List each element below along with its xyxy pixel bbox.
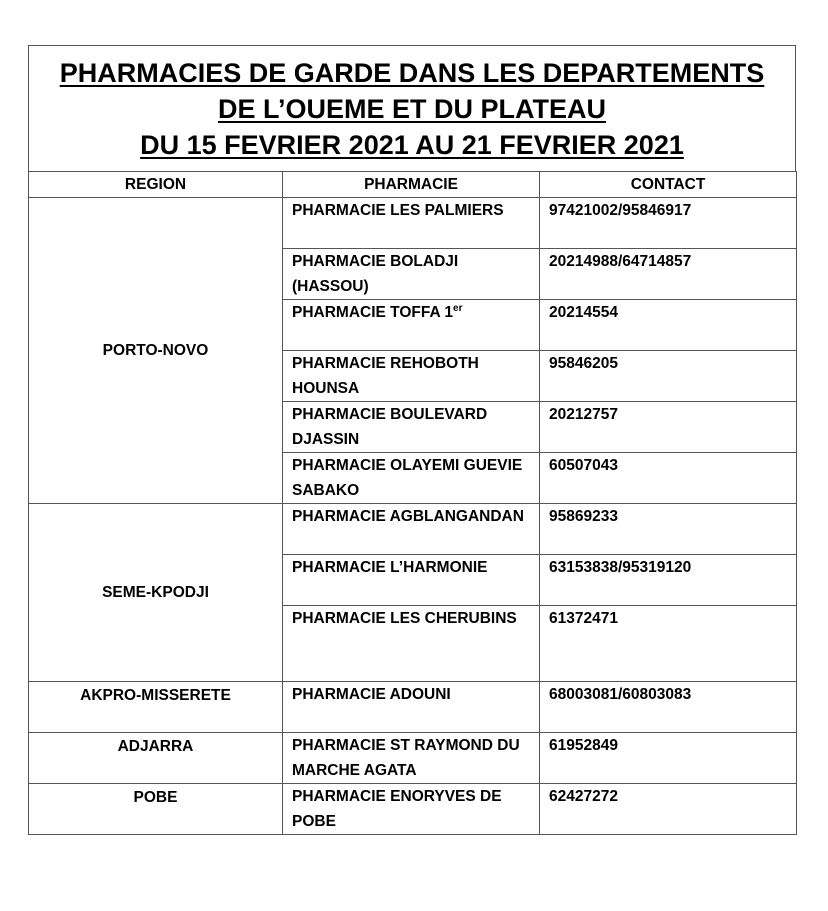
contact-cell: 68003081/60803083	[540, 682, 797, 733]
title-line-2: DE L’OUEME ET DU PLATEAU	[217, 93, 607, 124]
header-row	[29, 172, 797, 198]
region-cell: ADJARRA	[29, 733, 283, 784]
pharmacy-cell	[283, 300, 540, 351]
pharmacy-table	[28, 171, 797, 835]
region-cell: POBE	[29, 784, 283, 835]
pharmacy-cell: PHARMACIE AGBLANGANDAN	[283, 504, 540, 555]
table-row	[29, 733, 797, 784]
contact-cell: 97421002/95846917	[540, 198, 797, 249]
table-row	[29, 682, 797, 733]
contact-cell: 61952849	[540, 733, 797, 784]
pharmacy-cell: PHARMACIE BOULEVARD DJASSIN	[283, 402, 540, 453]
pharmacy-cell: PHARMACIE L’HARMONIE	[283, 555, 540, 606]
contact-cell: 95869233	[540, 504, 797, 555]
pharmacy-cell: PHARMACIE OLAYEMI GUEVIE SABAKO	[283, 453, 540, 504]
title-block	[28, 45, 796, 171]
pharmacy-cell: PHARMACIE LES CHERUBINS	[283, 606, 540, 682]
pharmacy-cell: PHARMACIE LES PALMIERS	[283, 198, 540, 249]
contact-cell: 60507043	[540, 453, 797, 504]
ordinal-suffix: er	[453, 302, 463, 314]
pharmacy-cell: PHARMACIE ADOUNI	[283, 682, 540, 733]
pharmacy-cell: PHARMACIE REHOBOTH HOUNSA	[283, 351, 540, 402]
pharmacy-name: PHARMACIE TOFFA 1	[292, 304, 454, 321]
contact-cell: 62427272	[540, 784, 797, 835]
pharmacy-cell: PHARMACIE BOLADJI (HASSOU)	[283, 249, 540, 300]
region-cell: PORTO-NOVO	[29, 198, 283, 504]
contact-cell: 20214554	[540, 300, 797, 351]
region-cell: AKPRO-MISSERETE	[29, 682, 283, 733]
table-row	[29, 504, 797, 555]
contact-cell: 95846205	[540, 351, 797, 402]
title-line-1: PHARMACIES DE GARDE DANS LES DEPARTEMENTS	[59, 57, 765, 88]
contact-cell: 20212757	[540, 402, 797, 453]
header-pharmacie: PHARMACIE	[283, 172, 540, 198]
document	[28, 45, 796, 835]
title-line-3: DU 15 FEVRIER 2021 AU 21 FEVRIER 2021	[140, 129, 684, 160]
contact-cell: 63153838/95319120	[540, 555, 797, 606]
table-row	[29, 198, 797, 249]
pharmacy-cell: PHARMACIE ENORYVES DE POBE	[283, 784, 540, 835]
header-region: REGION	[29, 172, 283, 198]
region-cell: SEME-KPODJI	[29, 504, 283, 682]
contact-cell: 61372471	[540, 606, 797, 682]
contact-cell: 20214988/64714857	[540, 249, 797, 300]
pharmacy-cell: PHARMACIE ST RAYMOND DU MARCHE AGATA	[283, 733, 540, 784]
table-row	[29, 784, 797, 835]
header-contact: CONTACT	[540, 172, 797, 198]
